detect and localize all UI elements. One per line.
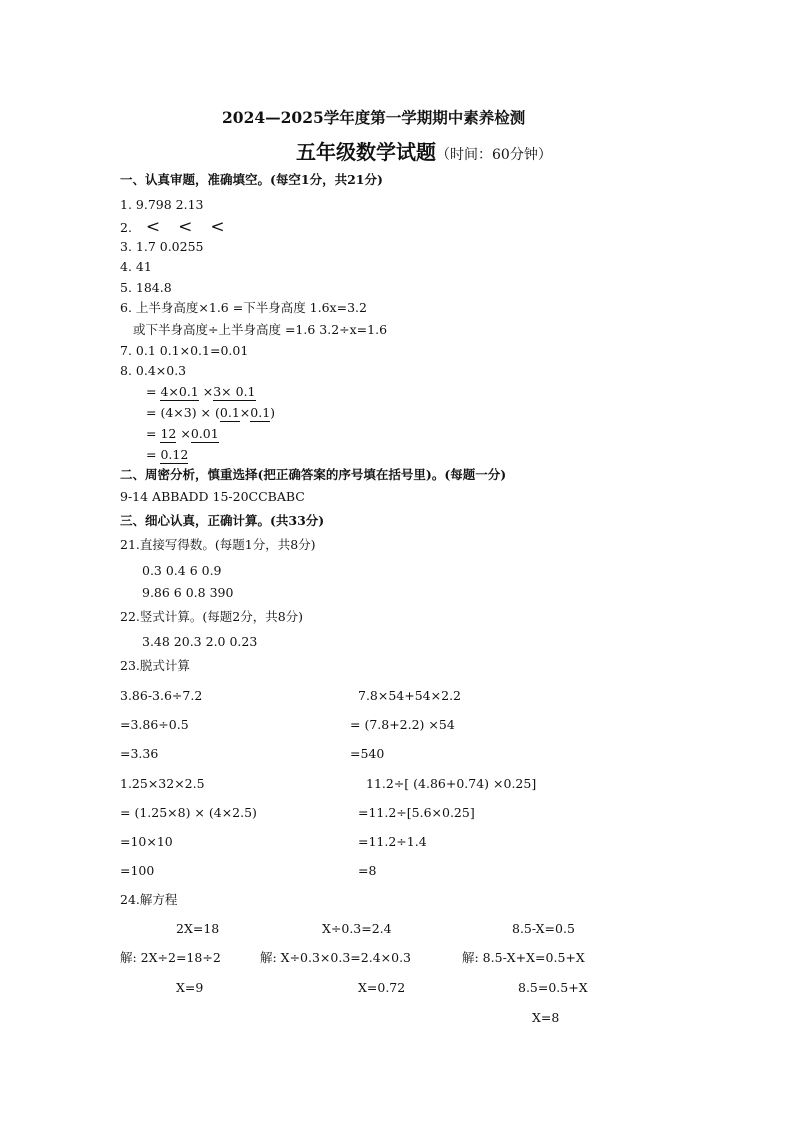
blank-fill: 0.01: [190, 426, 219, 441]
time-note: （时间：60分钟）: [436, 147, 552, 163]
equals-sign: =: [146, 447, 161, 462]
q23-left-step: 3.86-3.6÷7.2: [120, 688, 203, 703]
q23-right-step: =11.2÷1.4: [358, 834, 427, 849]
exam-title: 2024—2025学年度第一学期期中素养检测: [222, 108, 526, 127]
section2-heading: 二、周密分析，慎重选择(把正确答案的序号填在括号里)。(每题一分): [120, 467, 507, 482]
less-than-symbol: <: [145, 217, 161, 237]
q21-title: 21.直接写得数。(每题1分，共8分): [120, 537, 316, 552]
answer-q8-line2: [146, 386, 256, 401]
answer-q8-line4: [146, 428, 219, 443]
q22-title: 22.竖式计算。(每题2分，共8分): [120, 609, 304, 624]
times-sign: ×: [176, 426, 191, 441]
answer-q6-line2: 或下半身高度÷上半身高度 =1.6 3.2÷x=1.6: [133, 322, 388, 337]
equals-sign: =: [146, 426, 161, 441]
q23-right-step: 7.8×54+54×2.2: [358, 688, 461, 703]
q23-left-step: 1.25×32×2.5: [120, 776, 205, 791]
q24-c-equation: 8.5-X=0.5: [512, 921, 575, 936]
q23-right-step: =540: [350, 746, 385, 761]
q24-c-step: 解: 8.5-X+X=0.5+X: [462, 950, 585, 965]
q23-right-step: =8: [358, 863, 377, 878]
q2-number: 2.: [120, 220, 132, 235]
answer-q2: [120, 219, 225, 236]
q23-left-step: = (1.25×8) × (4×2.5): [120, 805, 257, 820]
blank-fill: 0.1: [219, 405, 240, 420]
q24-b-result: X=0.72: [358, 980, 406, 995]
blank-fill: 4×0.1: [160, 384, 199, 399]
less-than-symbol: <: [210, 217, 225, 237]
q24-a-result: X=9: [176, 980, 204, 995]
times-sign: ×: [198, 384, 214, 399]
q21-row1: 0.3 0.4 6 0.9: [142, 563, 222, 578]
answer-q8-line1: 8. 0.4×0.3: [120, 363, 187, 378]
blank-fill: 0.12: [160, 447, 189, 462]
blank-fill: 3× 0.1: [213, 384, 256, 399]
q23-left-step: =100: [120, 863, 155, 878]
answer-q8-line3: [146, 407, 275, 422]
section1-heading: 一、认真审题，准确填空。(每空1分，共21分): [120, 172, 383, 187]
q24-c-result: X=8: [532, 1010, 560, 1025]
answer-q6-line1: 6. 上半身高度×1.6 =下半身高度 1.6x=3.2: [120, 300, 367, 315]
section2-answers: 9-14 ABBADD 15-20CCBABC: [120, 489, 305, 504]
q21-row2: 9.86 6 0.8 390: [142, 585, 234, 600]
q23-right-step: =11.2÷[5.6×0.25]: [358, 805, 475, 820]
expression-text: = (4×3) × (: [146, 405, 220, 420]
q23-left-step: =10×10: [120, 834, 173, 849]
blank-fill: 12: [160, 426, 177, 441]
answer-q8-line5: [146, 449, 188, 464]
q23-title: 23.脱式计算: [120, 658, 190, 673]
exam-subtitle: 五年级数学试题: [296, 140, 436, 164]
section3-heading: 三、细心认真，正确计算。(共33分): [120, 513, 325, 528]
q24-b-equation: X÷0.3=2.4: [322, 921, 392, 936]
equals-sign: =: [146, 384, 161, 399]
q23-left-step: =3.36: [120, 746, 159, 761]
subtitle-line: [296, 142, 552, 162]
expression-text: ): [270, 405, 276, 420]
less-than-symbol: <: [178, 217, 193, 237]
q24-c-step2: 8.5=0.5+X: [518, 980, 588, 995]
q24-title: 24.解方程: [120, 892, 178, 907]
times-sign: ×: [239, 405, 251, 420]
q24-b-step: 解: X÷0.3×0.3=2.4×0.3: [260, 950, 411, 965]
answer-q5: 5. 184.8: [120, 280, 172, 295]
q22-row: 3.48 20.3 2.0 0.23: [142, 634, 258, 649]
q24-a-step: 解: 2X÷2=18÷2: [120, 950, 221, 965]
blank-fill: 0.1: [250, 405, 271, 420]
q23-right-step: 11.2÷[ (4.86+0.74) ×0.25]: [366, 776, 537, 791]
answer-q1: 1. 9.798 2.13: [120, 197, 204, 212]
q23-right-step: = (7.8+2.2) ×54: [350, 717, 455, 732]
q23-left-step: =3.86÷0.5: [120, 717, 189, 732]
answer-q7: 7. 0.1 0.1×0.1=0.01: [120, 343, 249, 358]
q24-a-equation: 2X=18: [176, 921, 220, 936]
answer-q3: 3. 1.7 0.0255: [120, 239, 204, 254]
answer-q4: 4. 41: [120, 259, 152, 274]
